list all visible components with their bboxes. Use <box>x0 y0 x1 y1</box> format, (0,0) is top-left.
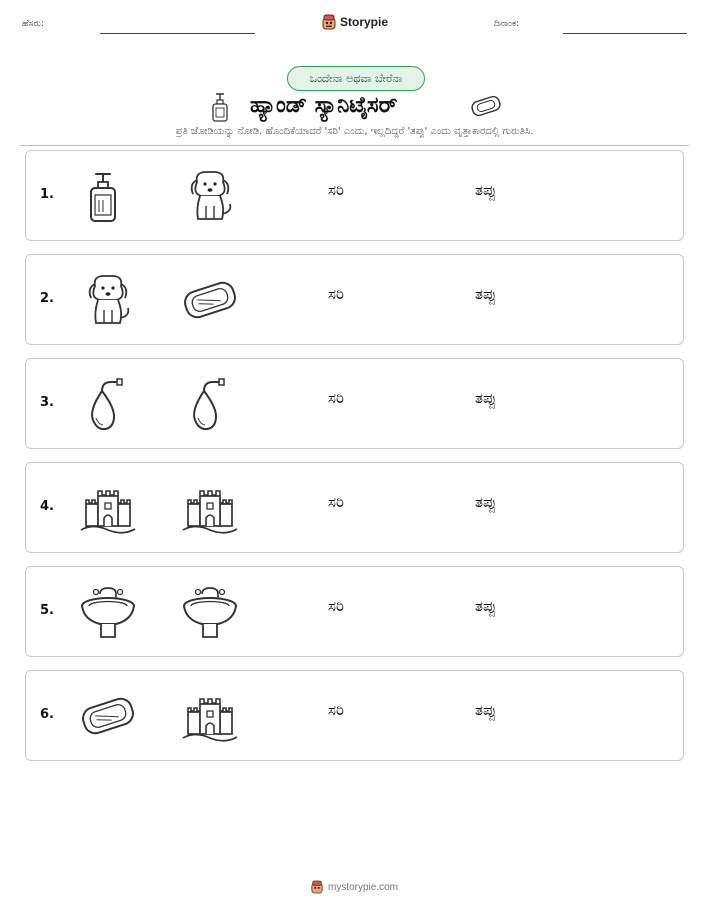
sandcastle-icon <box>78 478 138 538</box>
question-card <box>25 670 684 761</box>
title-row <box>0 89 709 125</box>
soap-icon <box>470 95 502 121</box>
question-number: 5. <box>40 603 54 618</box>
answer-option-wrong[interactable]: ತಪ್ಪು <box>475 389 497 407</box>
header-divider <box>20 145 689 146</box>
answer-option-wrong[interactable]: ತಪ್ಪು <box>475 181 497 199</box>
sink-icon <box>180 582 240 642</box>
sandcastle-icon <box>180 478 240 538</box>
footer <box>0 880 709 894</box>
question-number: 4. <box>40 499 54 514</box>
instructions: ಪ್ರತಿ ಜೋಡಿಯನ್ನು ನೋಡಿ. ಹೊಂದಿಕೆಯಾದರೆ 'ಸರಿ' ಎಂದು, ಇಲ್ಲದಿದ್ದರೆ 'ತಪ್ಪು' ಎಂದು ವೃತ್ತಾಕಾರದಲ್ಲಿ ಗುರುತಿಸಿ. <box>175 126 534 137</box>
worksheet-header <box>0 0 709 50</box>
question-number: 2. <box>40 291 54 306</box>
answer-option-correct[interactable]: ಸರಿ <box>328 389 344 407</box>
answer-option-wrong[interactable]: ತಪ್ಪು <box>475 285 497 303</box>
answer-option-wrong[interactable]: ತಪ್ಪು <box>475 493 497 511</box>
sandcastle-icon <box>180 686 240 746</box>
answer-option-wrong[interactable]: ತಪ್ಪು <box>475 701 497 719</box>
answer-option-correct[interactable]: ಸರಿ <box>328 285 344 303</box>
dog-icon <box>78 270 138 330</box>
question-card <box>25 254 684 345</box>
question-card <box>25 358 684 449</box>
question-card <box>25 462 684 553</box>
soap-icon <box>180 270 240 330</box>
answer-option-wrong[interactable]: ತಪ್ಪು <box>475 597 497 615</box>
date-line <box>563 33 687 34</box>
question-number: 1. <box>40 187 54 202</box>
date-label: ದಿನಾಂಕ: <box>494 19 520 29</box>
footer-url: mystorypie.com <box>327 881 398 893</box>
sanitizer-bottle-icon <box>78 166 138 226</box>
answer-option-correct[interactable]: ಸರಿ <box>328 493 344 511</box>
brand-name: Storypie <box>340 15 389 29</box>
question-number: 3. <box>40 395 54 410</box>
answer-option-correct[interactable]: ಸರಿ <box>328 181 344 199</box>
sanitizer-bottle-icon <box>210 91 232 127</box>
question-card <box>25 566 684 657</box>
sink-icon <box>78 582 138 642</box>
soap-icon <box>78 686 138 746</box>
drop-icon <box>78 374 138 434</box>
brand-logo <box>322 14 388 30</box>
question-card <box>25 150 684 241</box>
page-title: ಹ್ಯಾಂಡ್ ಸ್ಯಾನಿಟೈಸರ್ <box>250 93 398 118</box>
name-line <box>100 33 255 34</box>
dog-icon <box>180 166 240 226</box>
activity-badge: ಒಂದೇನಾ ಅಥವಾ ಬೇರೆನಾ <box>287 66 425 91</box>
question-number: 6. <box>40 707 54 722</box>
drop-icon <box>180 374 240 434</box>
answer-option-correct[interactable]: ಸರಿ <box>328 701 344 719</box>
storypie-mascot-icon <box>311 880 323 894</box>
answer-option-correct[interactable]: ಸರಿ <box>328 597 344 615</box>
storypie-mascot-icon <box>322 14 336 30</box>
name-label: ಹೆಸರು: <box>22 19 45 29</box>
